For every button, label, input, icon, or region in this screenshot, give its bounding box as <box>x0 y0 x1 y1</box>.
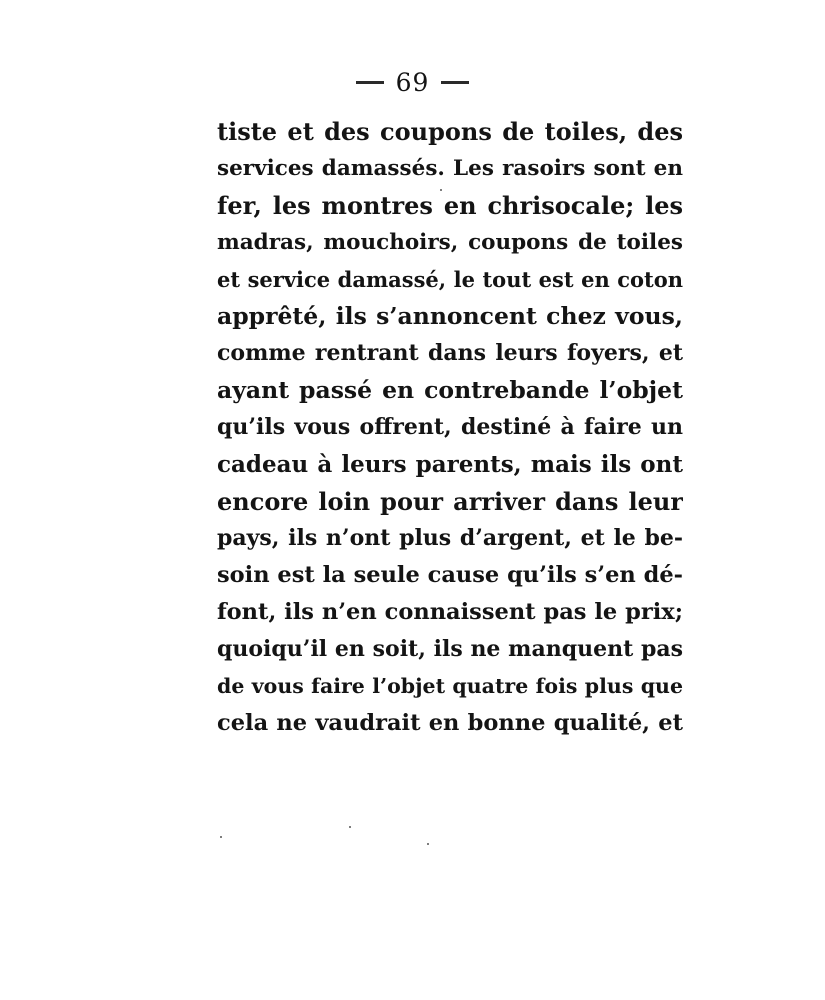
text-line: madras, mouchoirs, coupons de toiles <box>217 230 683 255</box>
text-line: ayant passé en contrebande l’objet <box>217 376 683 404</box>
text-line: apprêté, ils s’annoncent chez vous, <box>217 302 683 330</box>
right-dash-ornament <box>441 81 469 84</box>
text-line: font, ils n’en connaissent pas le prix; <box>217 599 683 625</box>
paper-speck <box>220 836 222 838</box>
text-line: qu’ils vous offrent, destiné à faire un <box>217 414 683 440</box>
text-line: de vous faire l’objet quatre fois plus que <box>217 674 683 698</box>
page-body-text <box>217 113 683 742</box>
text-line: fer, les montres en chrisocale; les <box>217 191 683 220</box>
text-line: services damassés. Les rasoirs sont en <box>217 156 683 181</box>
left-dash-ornament <box>356 81 384 84</box>
text-line: soin est la seule cause qu’ils s’en dé- <box>217 562 683 588</box>
text-line: et service damassé, le tout est en coton <box>217 267 683 292</box>
text-line: cela ne vaudrait en bonne qualité, et <box>217 710 683 736</box>
text-line: encore loin pour arriver dans leur <box>217 487 683 516</box>
paper-speck <box>427 843 429 845</box>
paper-speck <box>349 826 351 828</box>
paper-speck <box>440 189 442 191</box>
text-line: pays, ils n’ont plus d’argent, et le be- <box>217 525 683 551</box>
text-line: tiste et des coupons de toiles, des <box>217 117 683 146</box>
text-line: quoiqu’il en soit, ils ne manquent pas <box>217 636 683 662</box>
page-header <box>0 68 825 98</box>
text-line: comme rentrant dans leurs foyers, et <box>217 340 683 366</box>
page-number: 69 <box>395 68 430 97</box>
text-line: cadeau à leurs parents, mais ils ont <box>217 451 683 478</box>
